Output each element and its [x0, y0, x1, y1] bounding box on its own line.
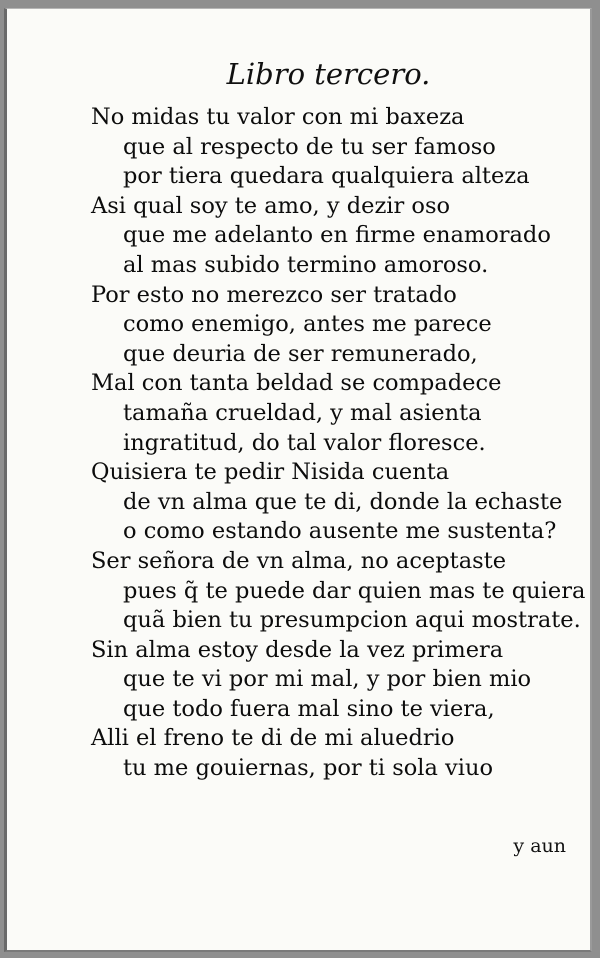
verse-line: que deuria de ser remunerado, [123, 340, 478, 367]
verse-line: Alli el freno te di de mi aluedrio [91, 725, 455, 752]
verse-line: o como estando ausente me sustenta? [123, 518, 557, 545]
verse-line: pues q̃ te puede dar quien mas te quiera [123, 577, 586, 604]
verse-line: que te vi por mi mal, y por bien mio [123, 666, 532, 693]
book-page [4, 8, 592, 952]
verse-line: Mal con tanta beldad se compadece [91, 370, 502, 397]
verse-line: que todo fuera mal sino te viera, [123, 695, 495, 722]
poem-text [91, 103, 586, 784]
verse-line: que me adelanto en firme enamorado [123, 222, 551, 249]
verse-line: como enemigo, antes me parece [123, 311, 492, 338]
verse-line: Asi qual soy te amo, y dezir oso [91, 192, 451, 219]
verse-line: de vn alma que te di, donde la echaste [123, 488, 563, 515]
catchword: y aun [513, 835, 566, 857]
verse-line: tu me gouiernas, por ti sola viuo [123, 755, 493, 782]
verse-line: quã bien tu presumpcion aqui mostrate. [123, 607, 581, 634]
verse-line: Por esto no merezco ser tratado [91, 281, 457, 308]
running-header: Libro tercero. [226, 57, 431, 91]
verse-line: No midas tu valor con mi baxeza [91, 104, 465, 130]
verse-line: que al respecto de tu ser famoso [123, 133, 496, 160]
verse-line: por tiera quedara qualquiera alteza [123, 163, 530, 190]
verse-line: Ser señora de vn alma, no aceptaste [91, 547, 507, 574]
verse-line: al mas subido termino amoroso. [123, 251, 489, 278]
verse-line: ingratitud, do tal valor floresce. [123, 429, 486, 456]
verse-line: tamaña crueldad, y mal asienta [123, 399, 482, 426]
verse-line: Quisiera te pedir Nisida cuenta [91, 459, 450, 486]
verse-line: Sin alma estoy desde la vez primera [91, 636, 504, 663]
